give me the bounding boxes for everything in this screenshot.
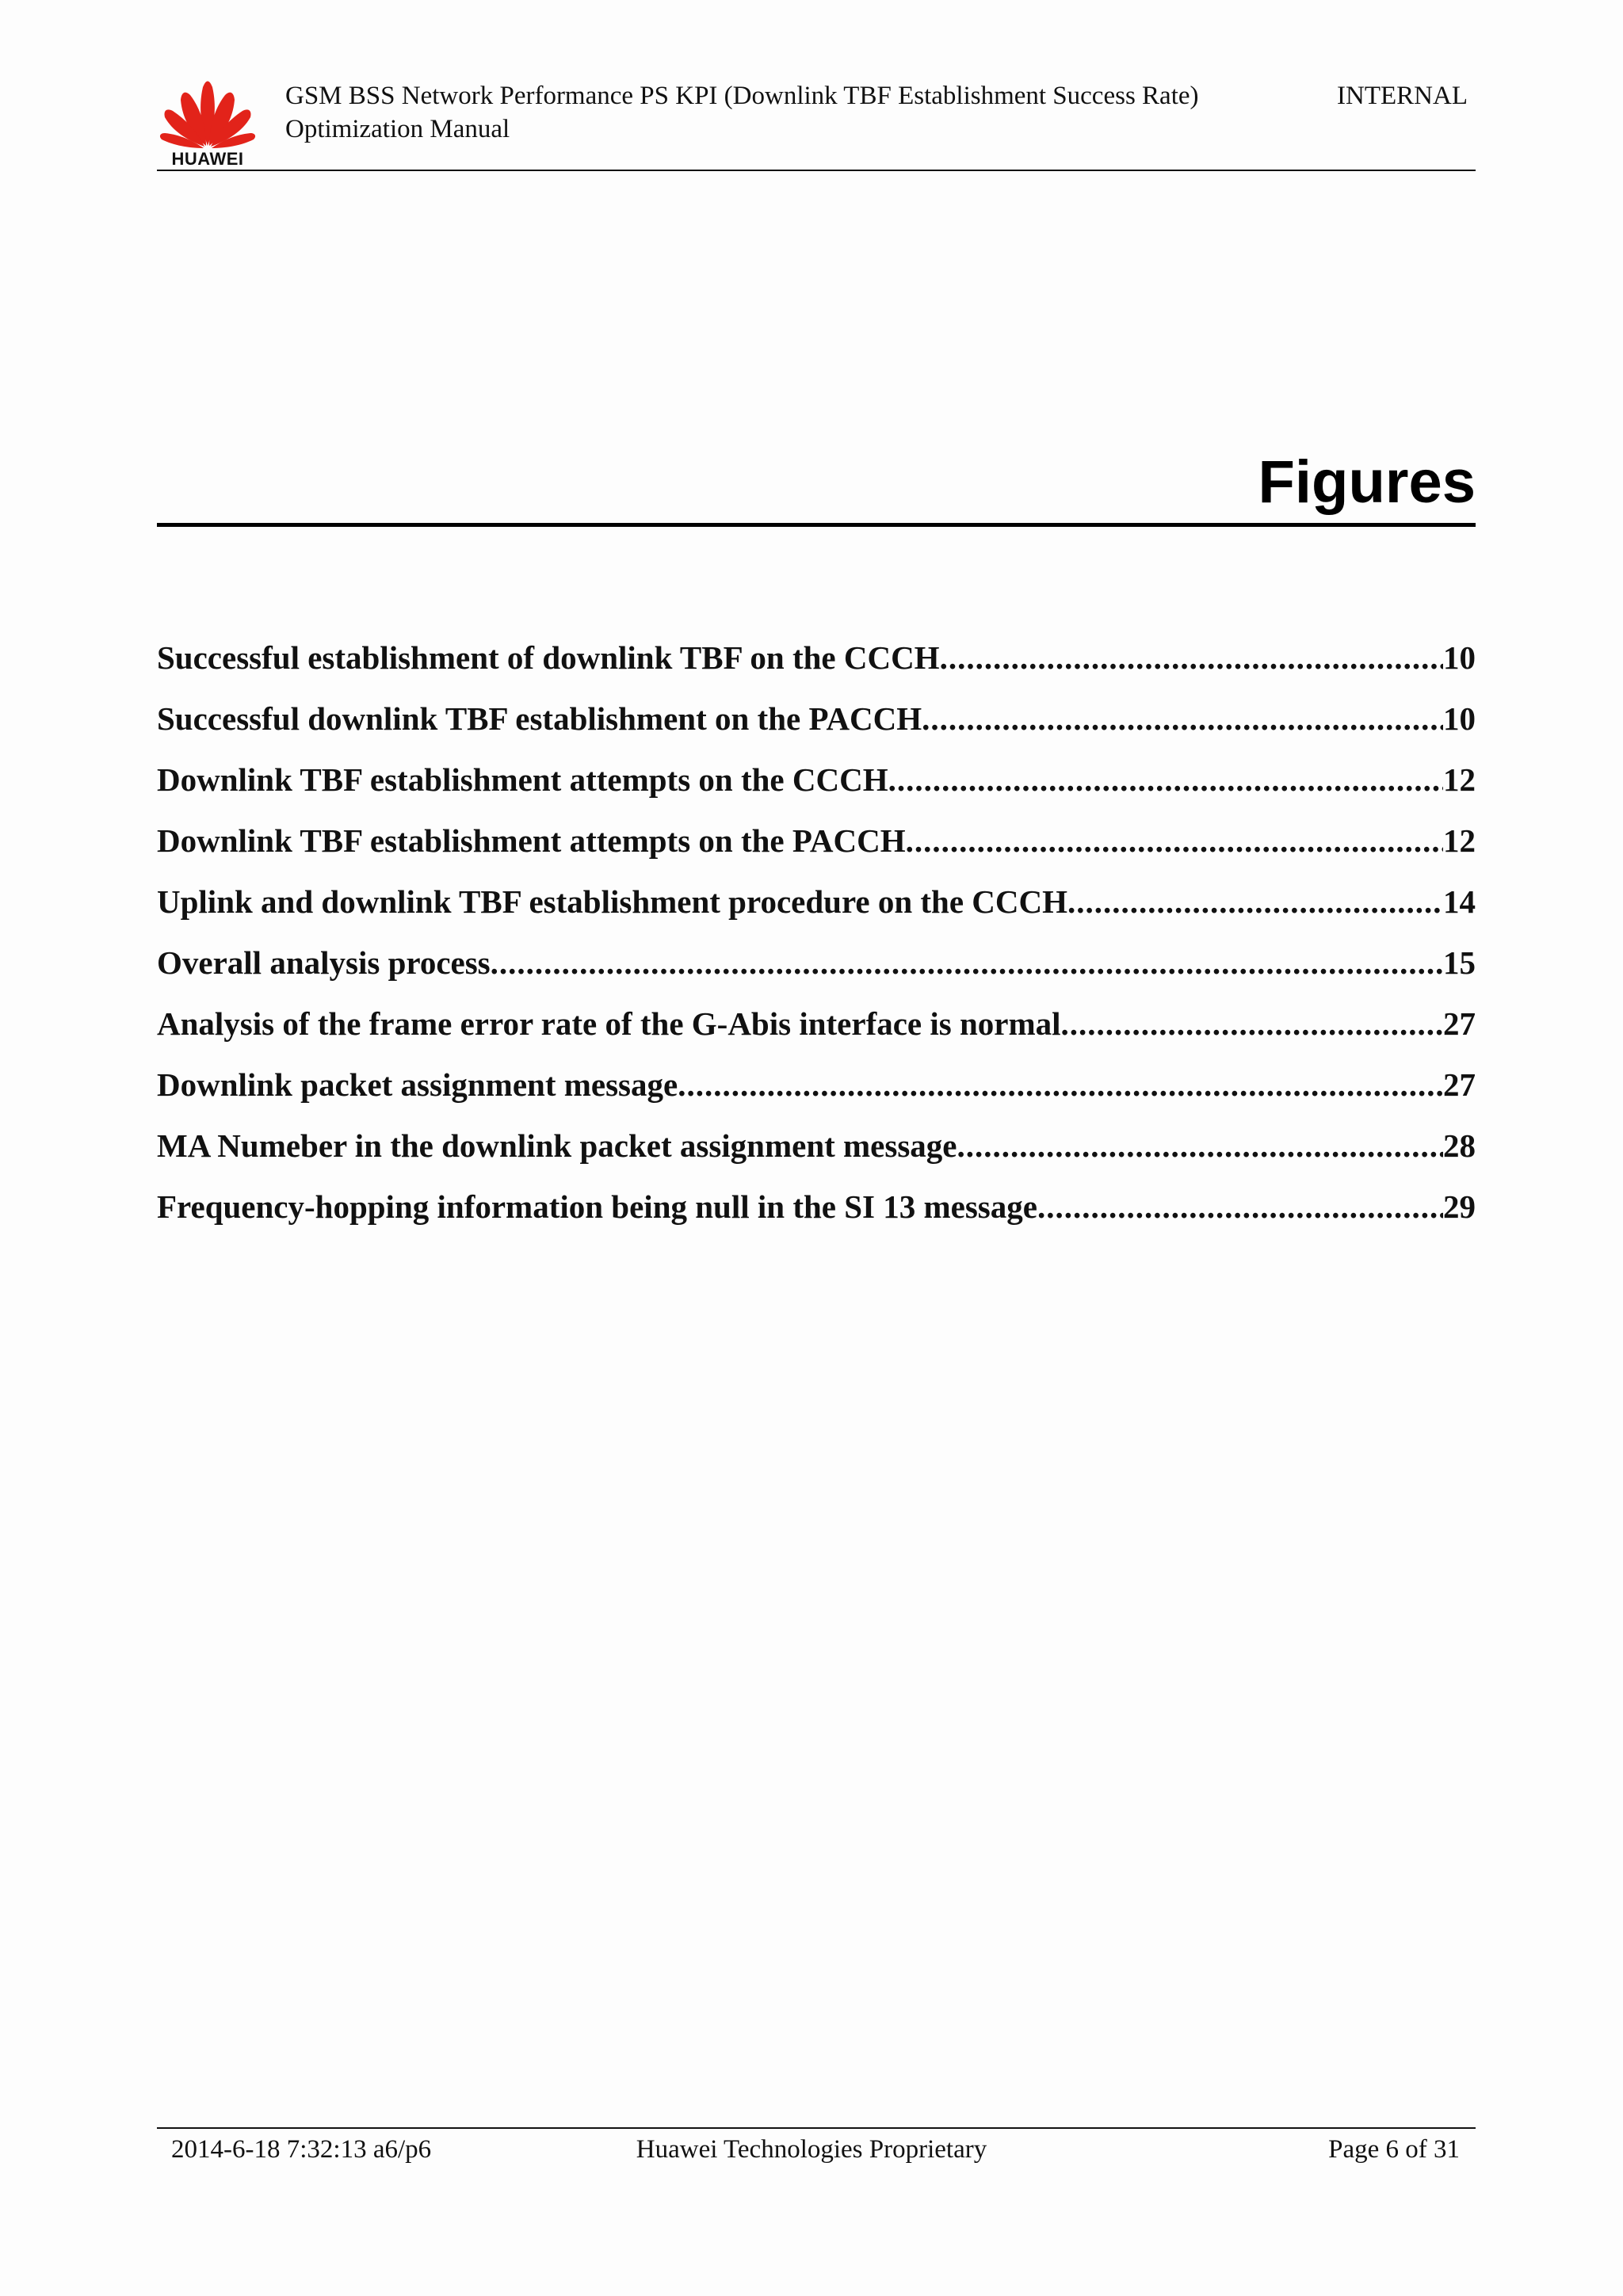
footer-page-number: Page 6 of 31 bbox=[1328, 2135, 1460, 2164]
list-of-figures bbox=[157, 634, 1476, 1244]
toc-entry-label: Successful downlink TBF establishment on the PACCH bbox=[157, 700, 922, 737]
toc-dot-leader bbox=[678, 1061, 1443, 1108]
toc-dot-leader bbox=[1061, 1000, 1443, 1047]
toc-dot-leader bbox=[491, 939, 1443, 986]
toc-entry-label: Successful establishment of downlink TBF on the CCCH bbox=[157, 639, 940, 676]
toc-entry-page: 12 bbox=[1443, 822, 1476, 859]
section-divider bbox=[157, 523, 1476, 527]
logo-wordmark: HUAWEI bbox=[171, 149, 244, 169]
toc-entry-label: Uplink and downlink TBF establishment procedure on the CCCH bbox=[157, 883, 1068, 920]
toc-dot-leader bbox=[1037, 1183, 1443, 1230]
toc-entry-page: 10 bbox=[1443, 700, 1476, 737]
toc-entry-label: Analysis of the frame error rate of the G-Abis interface is normal bbox=[157, 1005, 1061, 1042]
toc-entry-page: 10 bbox=[1443, 639, 1476, 676]
toc-entry[interactable] bbox=[157, 1061, 1476, 1122]
toc-entry-label: Downlink TBF establishment attempts on the CCCH bbox=[157, 761, 888, 798]
toc-entry-label: Overall analysis process bbox=[157, 944, 491, 981]
toc-entry[interactable] bbox=[157, 878, 1476, 939]
toc-entry[interactable] bbox=[157, 756, 1476, 817]
header-divider bbox=[157, 170, 1476, 171]
document-title-line-1: GSM BSS Network Performance PS KPI (Downlink TBF Establishment Success Rate) bbox=[285, 82, 1199, 110]
toc-entry-label: Downlink packet assignment message bbox=[157, 1066, 678, 1103]
toc-entry-page: 15 bbox=[1443, 944, 1476, 981]
footer-timestamp: 2014-6-18 7:32:13 a6/p6 bbox=[171, 2135, 432, 2164]
toc-dot-leader bbox=[888, 756, 1443, 803]
toc-dot-leader bbox=[922, 695, 1443, 742]
toc-entry[interactable] bbox=[157, 634, 1476, 695]
footer-proprietary-notice: Huawei Technologies Proprietary bbox=[636, 2135, 987, 2164]
toc-dot-leader bbox=[906, 817, 1443, 864]
toc-entry[interactable] bbox=[157, 1183, 1476, 1244]
toc-entry-label: Frequency-hopping information being null in the SI 13 message bbox=[157, 1188, 1037, 1225]
document-title-line-2: Optimization Manual bbox=[285, 115, 510, 143]
toc-entry-page: 27 bbox=[1443, 1005, 1476, 1042]
toc-entry-page: 14 bbox=[1443, 883, 1476, 920]
toc-entry-page: 12 bbox=[1443, 761, 1476, 798]
toc-dot-leader bbox=[940, 634, 1443, 681]
toc-entry-page: 28 bbox=[1443, 1127, 1476, 1164]
toc-dot-leader bbox=[957, 1122, 1444, 1169]
huawei-logo bbox=[158, 73, 257, 170]
toc-entry-page: 27 bbox=[1443, 1066, 1476, 1103]
huawei-flower-icon bbox=[158, 73, 257, 149]
toc-entry[interactable] bbox=[157, 1122, 1476, 1183]
toc-entry-label: MA Numeber in the downlink packet assignment message bbox=[157, 1127, 957, 1164]
document-title bbox=[285, 79, 1316, 146]
toc-entry[interactable] bbox=[157, 817, 1476, 878]
toc-entry-label: Downlink TBF establishment attempts on the PACCH bbox=[157, 822, 906, 859]
toc-entry[interactable] bbox=[157, 939, 1476, 1000]
toc-entry[interactable] bbox=[157, 695, 1476, 756]
toc-dot-leader bbox=[1067, 878, 1443, 925]
classification-label: INTERNAL bbox=[1337, 82, 1468, 110]
toc-entry-page: 29 bbox=[1443, 1188, 1476, 1225]
toc-entry[interactable] bbox=[157, 1000, 1476, 1061]
section-title: Figures bbox=[1258, 448, 1476, 516]
footer-divider bbox=[157, 2127, 1476, 2129]
